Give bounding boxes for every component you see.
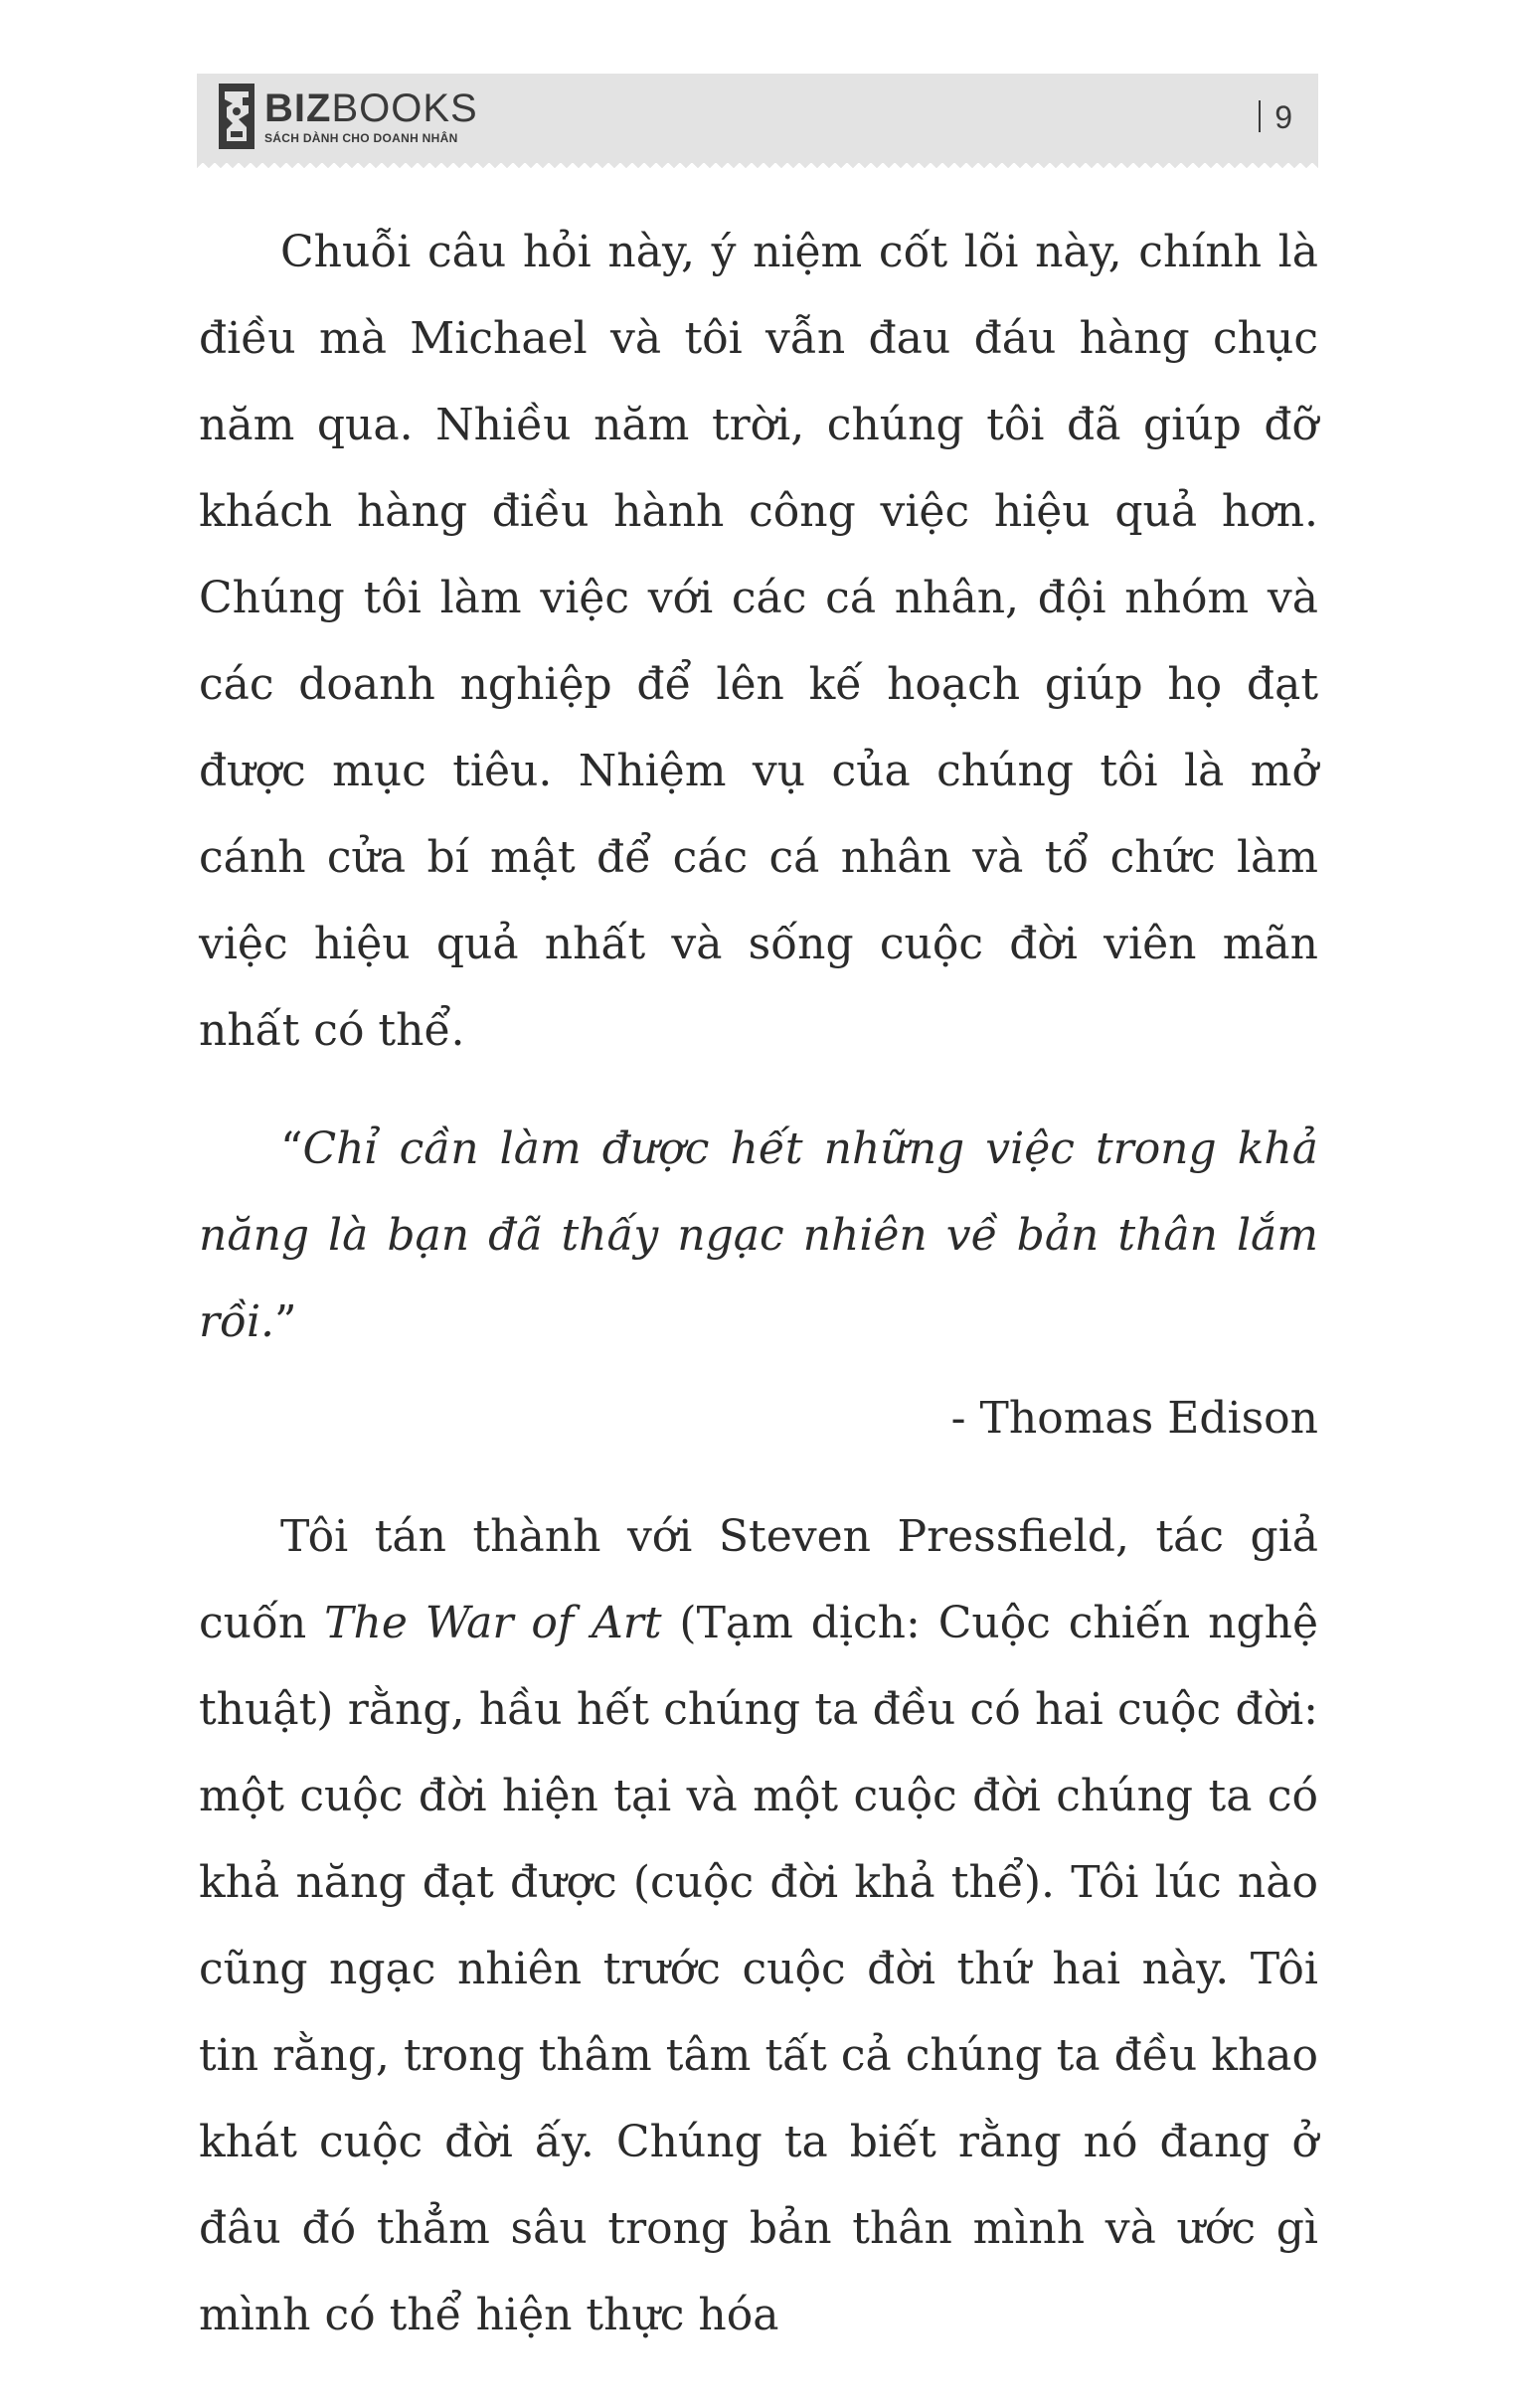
bizbooks-logo-icon — [219, 84, 254, 149]
body-paragraph-1: Chuỗi câu hỏi này, ý niệm cốt lõi này, chính là điều mà Michael và tôi vẫn đau đáu hàng chục năm qua. Nhiều năm trời, chúng tôi đã giúp đỡ khách hàng điều hành công việc hiệu quả hơn. Chúng tôi làm việc với các cá nhân, đội nhóm và các doanh nghiệp để lên kế hoạch giúp họ đạt được mục tiêu. Nhiệm vụ của chúng tôi là mở cánh cửa bí mật để các cá nhân và tổ chức làm việc hiệu quả nhất và sống cuộc đời viên mãn nhất có thể. — [199, 227, 1318, 1056]
page-header — [197, 74, 1318, 163]
body-paragraph-2 — [199, 1493, 1318, 2358]
page-number-value: 9 — [1274, 99, 1292, 135]
quote-close-mark: ” — [274, 1296, 297, 1347]
paragraph-2-intro: Tôi tán thành với Steven Pressfield, tác giả cuốn — [199, 1511, 1318, 1648]
bizbooks-logo — [219, 84, 478, 149]
quote-text: Chỉ cần làm được hết những việc trong khả năng là bạn đã thấy ngạc nhiên về bản thân lắm rồi. — [199, 1123, 1318, 1347]
paragraph-2-rest: (Tạm dịch: Cuộc chiến nghệ thuật) rằng, hầu hết chúng ta đều có hai cuộc đời: một cuộc đời hiện tại và một cuộc đời chúng ta có khả năng đạt được (cuộc đời khả thể). Tôi lúc nào cũng ngạc nhiên trước cuộc đời thứ hai này. Tôi tin rằng, trong thâm tâm tất cả chúng ta đều khao khát cuộc đời ấy. Chúng ta biết rằng nó đang ở đâu đó thẳm sâu trong bản thân mình và ước gì mình có thể hiện thực hóa — [199, 1598, 1318, 2340]
quote-block — [199, 1106, 1318, 1365]
logo-name — [264, 87, 478, 129]
header-zigzag-edge — [197, 161, 1318, 171]
book-title: The War of Art — [324, 1598, 662, 1648]
page-content — [199, 209, 1318, 2358]
page-number-separator — [1259, 100, 1261, 132]
logo-name-bold: BIZ — [264, 86, 332, 130]
quote-open-mark: “ — [280, 1123, 303, 1174]
quote-attribution: - Thomas Edison — [950, 1393, 1318, 1444]
logo-text — [264, 87, 478, 145]
page-number — [1259, 97, 1292, 137]
logo-name-thin: BOOKS — [331, 86, 478, 130]
logo-tagline: SÁCH DÀNH CHO DOANH NHÂN — [264, 131, 458, 145]
